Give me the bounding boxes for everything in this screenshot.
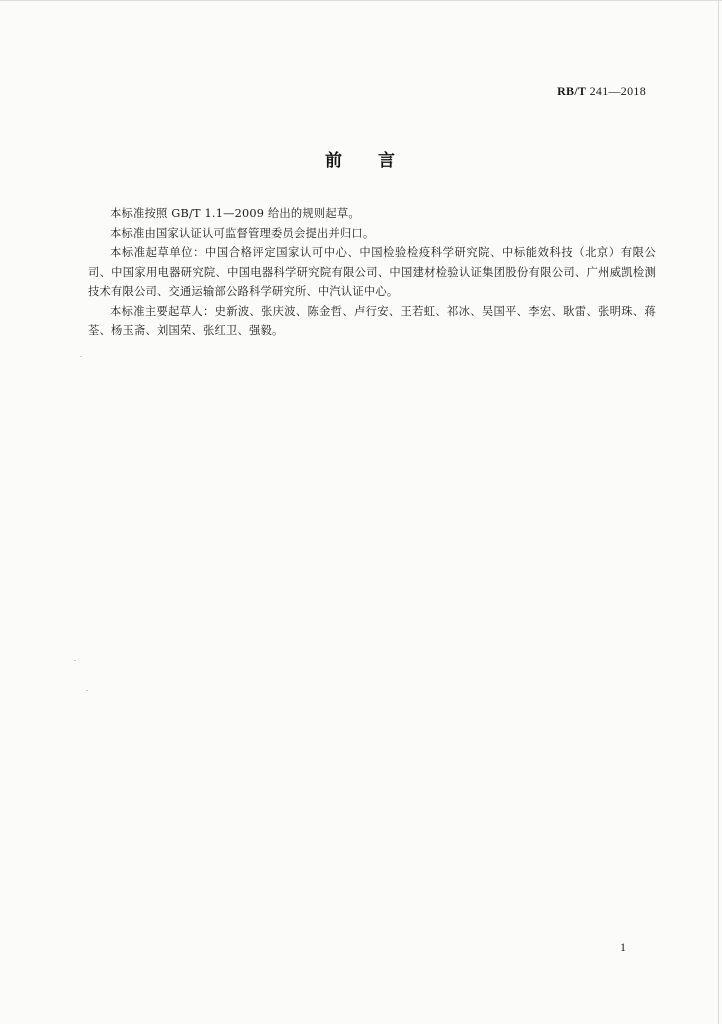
paragraph-drafting-rules: 本标准按照 GB/T 1.1—2009 给出的规则起草。 [110,207,360,220]
foreword-body [88,204,656,341]
scan-speck [74,660,76,661]
document-id-number: 241—2018 [589,84,646,98]
document-id-prefix: RB/T [557,84,587,98]
page-number: 1 [620,940,626,954]
scan-top-edge [0,0,722,1]
scan-speck [86,690,88,691]
title-char-2: 言 [378,151,397,171]
page-title [0,146,722,171]
paragraph-proposer: 本标准由国家认证认可监督管理委员会提出并归口。 [110,226,375,240]
scan-speck [80,356,82,357]
paragraph-drafters: 本标准主要起草人：史新波、张庆波、陈金哲、卢行安、王若虹、祁冰、吴国平、李宏、耿雷、张明珠、蒋荃、杨玉斋、刘国荣、张红卫、强毅。 [88,304,656,337]
title-char-1: 前 [325,151,344,171]
document-id [557,84,646,99]
paragraph-drafting-units: 本标准起草单位：中国合格评定国家认可中心、中国检验检疫科学研究院、中标能效科技（北京）有限公司、中国家用电器研究院、中国电器科学研究院有限公司、中国建材检验认证集团股份有限公司、广州威凯检测技术有限公司、交通运输部公路科学研究所、中汽认证中心。 [88,246,656,298]
